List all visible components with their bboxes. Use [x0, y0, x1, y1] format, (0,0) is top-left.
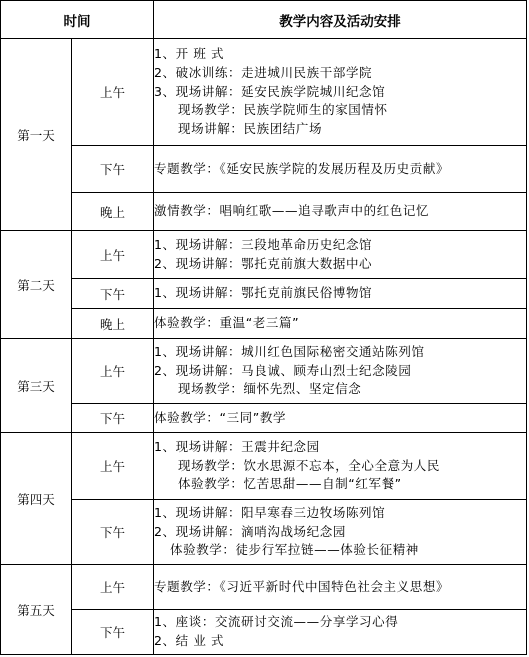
session-content [154, 279, 527, 309]
content-line: 现场讲解：民族团结广场 [178, 121, 323, 137]
content-line: 2、现场讲解：鄂托克前旗大数据中心 [154, 255, 373, 271]
content-line: 2、现场讲解：马良诚、顾寿山烈士纪念陵园 [154, 362, 412, 378]
session-content [154, 146, 527, 193]
table-row [1, 339, 527, 404]
period-label: 上午 [72, 565, 154, 610]
table-row [1, 279, 527, 309]
period-label: 上午 [72, 231, 154, 279]
day-label: 第三天 [1, 339, 72, 433]
table-row [1, 146, 527, 193]
header-content: 教学内容及活动安排 [154, 1, 527, 39]
content-line: 1、现场讲解：王震井纪念园 [154, 438, 320, 454]
content-line: 2、结 业 式 [154, 633, 225, 648]
content-line: 3、现场讲解：延安民族学院城川纪念馆 [154, 83, 386, 99]
session-content [154, 339, 527, 404]
content-line: 专题教学：《延安民族学院的发展历程及历史贡献》 [154, 160, 450, 176]
period-label: 上午 [72, 433, 154, 500]
period-label: 下午 [72, 610, 154, 655]
period-label: 晚上 [72, 309, 154, 339]
content-line: 2、现场讲解：滴哨沟战场纪念园 [154, 523, 346, 539]
table-row [1, 193, 527, 231]
table-row [1, 565, 527, 610]
table-row [1, 309, 527, 339]
content-line: 体验教学：“三同”教学 [154, 409, 287, 425]
session-content [154, 404, 527, 433]
session-content [154, 610, 527, 655]
table-row [1, 231, 527, 279]
period-label: 下午 [72, 404, 154, 433]
content-line: 体验教学：重温“老三篇” [154, 315, 300, 331]
period-label: 上午 [72, 339, 154, 404]
period-label: 下午 [72, 500, 154, 565]
period-label: 晚上 [72, 193, 154, 231]
content-line: 激情教学：唱响红歌——追寻歌声中的红色记忆 [154, 203, 430, 219]
session-content [154, 193, 527, 231]
day-label: 第五天 [1, 565, 72, 655]
schedule-body [1, 39, 527, 655]
content-line: 1、现场讲解：阳早寒春三边牧场陈列馆 [154, 504, 386, 520]
content-line: 体验教学：忆苦思甜——自制“红军餐” [178, 476, 402, 492]
period-label: 下午 [72, 279, 154, 309]
day-label: 第四天 [1, 433, 72, 565]
day-label: 第二天 [1, 231, 72, 339]
session-content [154, 565, 527, 610]
table-row [1, 404, 527, 433]
header-row [1, 1, 527, 39]
session-content [154, 309, 527, 339]
table-row [1, 500, 527, 565]
content-line: 体验教学：徒步行军拉链——体验长征精神 [170, 542, 419, 558]
session-content [154, 39, 527, 146]
content-line: 现场教学：缅怀先烈、坚定信念 [178, 381, 362, 397]
content-line: 现场教学：民族学院师生的家国情怀 [178, 102, 388, 118]
day-label: 第一天 [1, 39, 72, 231]
content-line: 1、现场讲解：城川红色国际秘密交通站陈列馆 [154, 343, 425, 359]
table-row [1, 433, 527, 500]
table-row [1, 610, 527, 655]
session-content [154, 500, 527, 565]
header-time: 时间 [1, 1, 154, 39]
content-line: 1、座谈：交流研讨交流——分享学习心得 [154, 614, 399, 630]
session-content [154, 433, 527, 500]
content-line: 1、开 班 式 [154, 46, 225, 61]
content-line: 2、破冰训练：走进城川民族干部学院 [154, 64, 373, 80]
content-line: 专题教学：《习近平新时代中国特色社会主义思想》 [154, 578, 450, 594]
content-line: 现场教学：饮水思源不忘本，全心全意为人民 [178, 457, 441, 473]
session-content [154, 231, 527, 279]
table-row [1, 39, 527, 146]
content-line: 1、现场讲解：鄂托克前旗民俗博物馆 [154, 285, 373, 301]
period-label: 上午 [72, 39, 154, 146]
content-line: 1、现场讲解：三段地革命历史纪念馆 [154, 236, 373, 252]
period-label: 下午 [72, 146, 154, 193]
